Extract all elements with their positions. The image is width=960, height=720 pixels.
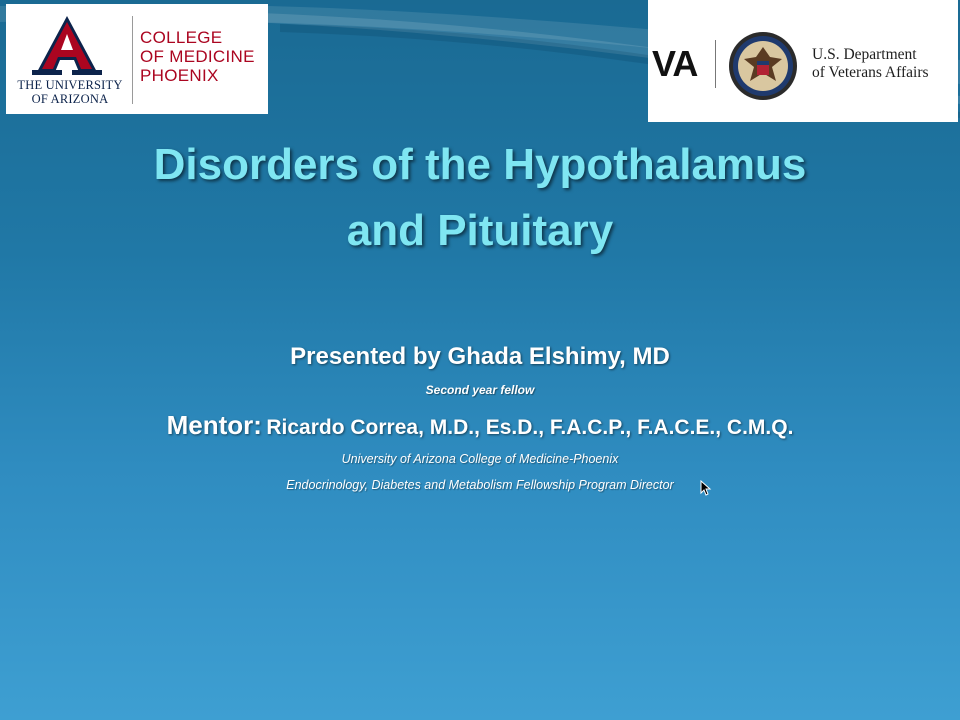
presenter-role: Second year fellow xyxy=(425,383,535,397)
slide-title-line2: and Pituitary xyxy=(346,206,614,255)
affiliation-line-2: Endocrinology, Diabetes and Metabolism Fellowship Program Director xyxy=(286,478,674,492)
presenter-name: Presented by Ghada Elshimy, MD xyxy=(290,343,670,370)
va-logo xyxy=(648,0,958,122)
va-department-line1: U.S. Department xyxy=(812,46,917,63)
mentor-label: Mentor: xyxy=(166,410,262,440)
college-name-line2: OF MEDICINE xyxy=(140,47,255,66)
university-name-line2: OF ARIZONA xyxy=(31,92,109,106)
college-name-line3: PHOENIX xyxy=(140,66,219,85)
affiliation-line-1: University of Arizona College of Medicine-Phoenix xyxy=(341,452,619,466)
university-name-line1: THE UNIVERSITY xyxy=(17,78,123,92)
slide-title xyxy=(20,132,940,264)
college-name xyxy=(140,28,266,85)
mentor-line xyxy=(0,408,960,447)
va-department-line2: of Veterans Affairs xyxy=(812,64,929,81)
university-of-arizona-logo xyxy=(6,4,268,114)
logo-divider xyxy=(132,16,133,104)
va-logo-divider xyxy=(715,40,716,88)
va-seal-icon xyxy=(728,31,798,101)
college-name-line1: COLLEGE xyxy=(140,28,223,47)
mentor-name: Ricardo Correa, M.D., Es.D., F.A.C.P., F.A.C.E., C.M.Q. xyxy=(266,416,794,439)
slide-title-line1: Disorders of the Hypothalamus xyxy=(153,140,807,189)
va-abbrev: VA xyxy=(652,43,698,84)
mouse-cursor-icon xyxy=(700,480,712,496)
va-department-name xyxy=(812,46,958,82)
university-name xyxy=(14,78,126,106)
arizona-block-a-icon xyxy=(24,14,110,76)
